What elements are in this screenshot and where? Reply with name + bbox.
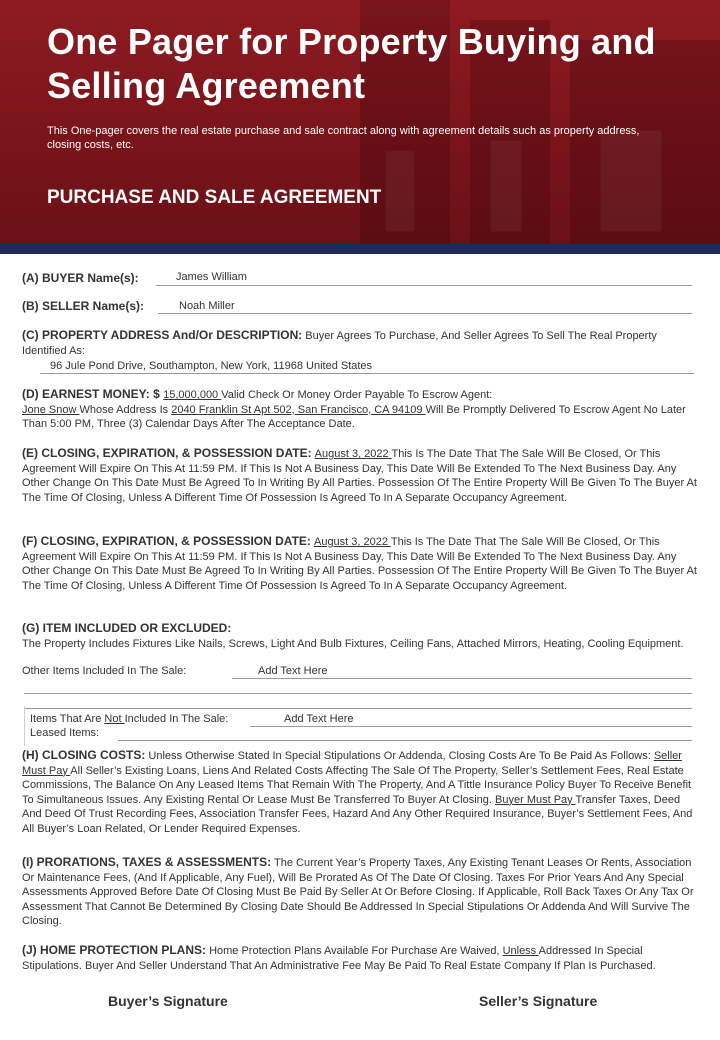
property-address-label: (C) PROPERTY ADDRESS And/Or DESCRIPTION: xyxy=(22,328,303,342)
excluded-pre: Items That Are xyxy=(30,713,105,725)
earnest-money-text-3: Will Be Promptly Delivered To Escrow Agent No Later Than 5:00 PM, Three (3) Calendar Days After The Acceptance Date. xyxy=(22,403,686,431)
excluded-items-value[interactable]: Add Text Here xyxy=(284,713,354,725)
home-protection-label: (J) HOME PROTECTION PLANS: xyxy=(22,943,207,957)
closing-date-text-f: This Is The Date That The Sale Will Be Closed, Or This Agreement Will Expire On This At 11:59 PM. If This Is Not A Business Day, This Date Will Be Extended To The Next Business Day. Any Other Change On This Date Must Be Agreed To In Writing By All Parties. Possession Of The Entire Property Will Be Given To The Buyer At The Time Of Closing, Unless A Different Time Of Possession Is Agreed To In A Separate Occupancy Agreement. xyxy=(22,536,697,592)
buyer-signature-label[interactable]: Buyer’s Signature xyxy=(108,993,228,1009)
escrow-agent-name: Jone Snow xyxy=(22,403,80,416)
property-address-section xyxy=(22,328,702,358)
closing-costs-text-1: Unless Otherwise Stated In Special Stipulations Or Addenda, Closing Costs Are To Be Paid As Follows: xyxy=(145,750,654,762)
seller-must-pay: Seller Must Pay xyxy=(22,750,682,777)
header-stripe xyxy=(0,244,720,254)
excluded-not-word: Not xyxy=(104,713,125,725)
buyer-must-pay: Buyer Must Pay xyxy=(495,793,576,806)
closing-date-section-f xyxy=(22,534,702,593)
seller-name[interactable]: Noah Miller xyxy=(179,300,235,312)
other-items-label: Other Items Included In The Sale: xyxy=(22,665,187,677)
earnest-money-amount: 15,000,000 xyxy=(163,389,222,401)
page-subtitle: This One-pager covers the real estate purchase and sale contract along with agreement details such as property address, closing costs, etc. xyxy=(47,125,640,151)
excluded-items-label xyxy=(30,713,228,725)
other-items-line xyxy=(232,678,692,679)
leased-items-label: Leased Items: xyxy=(30,727,100,739)
background-window xyxy=(490,140,522,232)
earnest-money-section xyxy=(22,387,702,432)
prorations-label: (I) PRORATIONS, TAXES & ASSESSMENTS: xyxy=(22,855,272,869)
blank-line xyxy=(24,693,692,694)
property-address-line xyxy=(40,373,694,374)
unless-word: Unless xyxy=(502,945,539,957)
seller-label: (B) SELLER Name(s): xyxy=(22,299,145,313)
closing-costs-label: (H) CLOSING COSTS: xyxy=(22,748,146,762)
header-banner xyxy=(0,0,720,244)
home-protection-text-2: Addressed In Special Stipulations. Buyer And Seller Understand That An Administrative Fee May Be Paid To Real Estate Company If Plan Is Purchased. xyxy=(22,945,656,972)
escrow-agent-address: 2040 Franklin St Apt 502, San Francisco, CA 94109 xyxy=(171,403,426,416)
buyer-label: (A) BUYER Name(s): xyxy=(22,271,139,285)
background-window xyxy=(385,150,415,232)
excluded-post: Included In The Sale: xyxy=(124,713,229,725)
earnest-money-text-2: Whose Address Is xyxy=(79,403,172,416)
closing-costs-text-2: All Seller’s Existing Loans, Liens And Related Costs Affecting The Sale Of The Property, Seller’s Settlement Fees, Real Estate Commissions, The Balance On Any Leased Items That Remain With The Property, And A Tittle Insurance Policy Buyer To Receive Benefit To Simultaneous Issues. Any Existing Rental Or Lease Must Be Transferred To Buyer At Closing. xyxy=(22,764,692,806)
prorations-section xyxy=(22,855,702,929)
property-address-text: Buyer Agrees To Purchase, And Seller Agrees To Sell The Real Property Identified As: xyxy=(22,330,657,357)
closing-costs-text-3: Transfer Taxes, Deed And Deed Of Trust Recording Fees, Association Transfer Fees, Hazard And Any Other Required Insurance, Buyer’s Settlement Fees, And All Buyer’s Loan Related, Or Lender Required Expenses. xyxy=(22,793,693,835)
buyer-name-line xyxy=(156,285,692,286)
closing-date-text-e: This Is The Date That The Sale Will Be Closed, Or This Agreement Will Expire On This At 11:59 PM. If This Is Not A Business Day, This Date Will Be Extended To The Next Business Day. Any Other Change On This Date Must Be Agreed To In Writing By All Parties. Possession Of The Entire Property Will Be Given To The Buyer At The Time Of Closing, Unless A Different Time Of Possession Is Agreed To In A Separate Occupancy Agreement. xyxy=(22,448,697,504)
property-address-value[interactable]: 96 Jule Pond Drive, Southampton, New York, 11968 United States xyxy=(50,360,373,372)
earnest-money-text-1: Valid Check Or Money Order Payable To Escrow Agent: xyxy=(221,389,493,401)
closing-date-label-f: (F) CLOSING, EXPIRATION, & POSSESSION DATE: xyxy=(22,534,311,548)
items-section xyxy=(22,621,702,651)
items-text: The Property Includes Fixtures Like Nails, Screws, Light And Bulb Fixtures, Ceiling Fans, Attached Mirrors, Heating, Cooling Equipment. xyxy=(22,637,684,650)
excluded-items-line xyxy=(250,726,692,727)
prorations-text: The Current Year’s Property Taxes, Any Existing Tenant Leases Or Rents, Association Or Maintenance Fees, (And If Applicable, Any Fuel), Will Be Prorated As Of The Date Of Closing. Taxes For Prior Years And Any Special Assessments Approved Before Date Of Closing Must Be Paid By Seller At Or Before Closing. If Applicable, Roll Back Taxes Or Any Tax Or Assessment That Cannot Be Determined By Closing Date Should Be Addressed In Special Stipulations Or Addenda And Will Survive The Closing. xyxy=(22,857,694,928)
seller-signature-label[interactable]: Seller’s Signature xyxy=(479,993,598,1009)
closing-date-value-e: August 3, 2022 xyxy=(314,448,392,460)
home-protection-text-1: Home Protection Plans Available For Purchase Are Waived, xyxy=(206,945,503,957)
closing-costs-section xyxy=(22,748,702,837)
closing-date-label-e: (E) CLOSING, EXPIRATION, & POSSESSION DATE: xyxy=(22,446,312,460)
leased-items-line xyxy=(118,740,692,741)
home-protection-section xyxy=(22,943,702,973)
section-heading: PURCHASE AND SALE AGREEMENT xyxy=(47,187,382,208)
currency-symbol: $ xyxy=(149,387,164,401)
items-label: (G) ITEM INCLUDED OR EXCLUDED: xyxy=(22,621,232,635)
closing-date-section-e xyxy=(22,446,702,505)
seller-name-line xyxy=(158,313,692,314)
earnest-money-label: (D) EARNEST MONEY: xyxy=(22,387,150,401)
other-items-value[interactable]: Add Text Here xyxy=(258,665,328,677)
page-title: One Pager for Property Buying and Selling Agreement xyxy=(47,21,656,106)
closing-date-value-f: August 3, 2022 xyxy=(313,536,391,548)
buyer-name[interactable]: James William xyxy=(176,271,247,283)
